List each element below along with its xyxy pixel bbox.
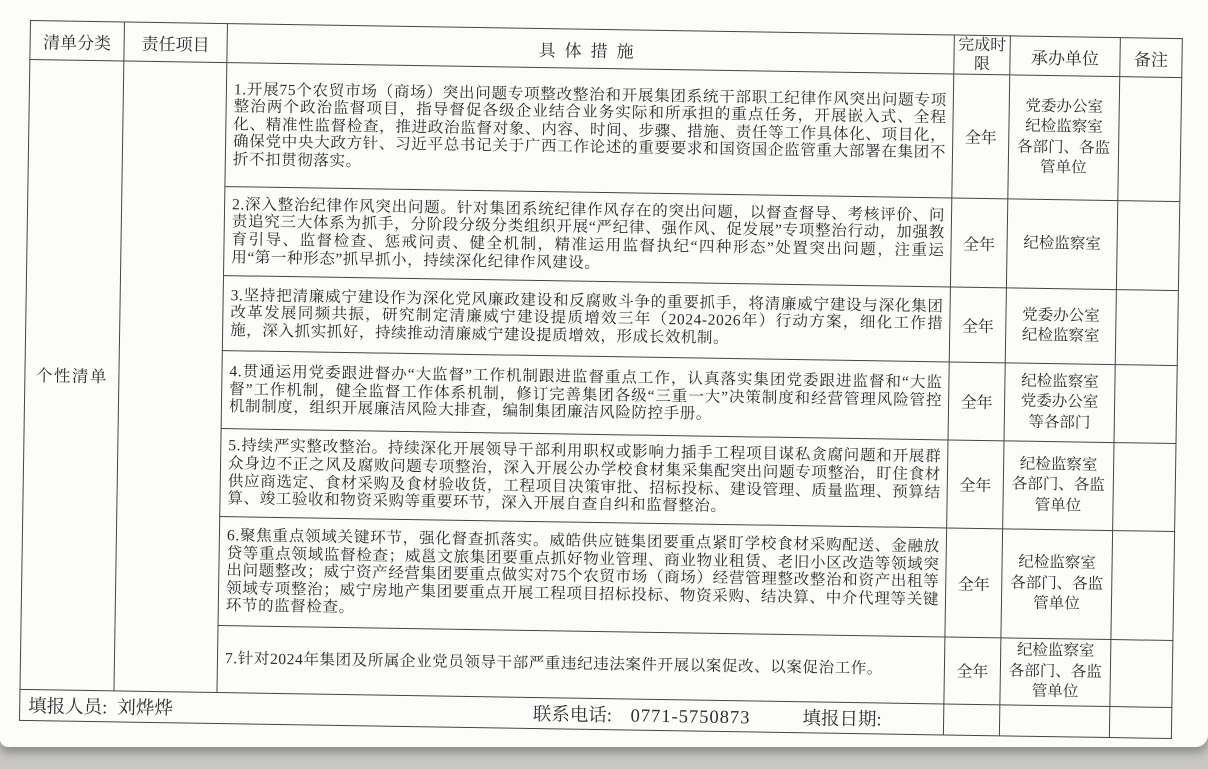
unit-value: 党委办公室 纪检监察室 — [1005, 288, 1116, 365]
measures-body — [20, 60, 1182, 708]
measure-text: 6.聚焦重点领域关键环节，强化督查抓落实。威皓供应链集团要重点紧盯学校食材采购配送、金融放贷等重点领域监督检查；威邕文旅集团要重点抓好物业管理、商业物业租赁、老旧小区改造等领域突出问题整改；威宁资产经营集团要重点做实对75个农贸市场（商场）经营管理整改整治和资产出租等领域专项整治；威宁房地产集团要重点开展工程项目招标投标、物资采购、结决算、中介代理等关键环节的监督检查。 — [218, 517, 947, 637]
measure-text: 1.开展75个农贸市场（商场）突出问题专项整改整治和开展集团系统干部职工纪律作风突出问题专项整治两个政治监督项目，指导督促各级企业结合业务实际和所承担的重点任务，开展嵌入式、全程化、精准性监督检查，推进政治监督对象、内容、时间、步骤、措施、责任等工作具体化、项目化，确保党中央大政方针、习近平总书记关于广西工作论述的重要要求和国资国企监管重大部署在集团不折不扣贯彻落实。 — [225, 63, 954, 198]
reporter-name: 刘烨烨 — [117, 697, 174, 719]
category-cell: 个性清单 — [20, 60, 124, 691]
deadline-value: 全年 — [952, 74, 1010, 199]
header-deadline: 完成时限 — [954, 35, 1011, 75]
footer-deadline-cell — [943, 703, 999, 735]
deadline-value: 全年 — [949, 287, 1006, 363]
deadline-value: 全年 — [947, 440, 1004, 529]
phone-group — [533, 699, 751, 728]
measure-text: 7.针对2024年集团及所属企业党员领导干部严重违纪违法案件开展以案促改、以案促治工作。 — [217, 626, 945, 704]
header-measures: 具体措施 — [227, 24, 955, 74]
remark-value — [1113, 443, 1176, 532]
remark-value — [1118, 77, 1182, 202]
reporter-label: 填报人员: — [28, 696, 108, 718]
deadline-value: 全年 — [948, 362, 1005, 441]
unit-value: 纪检监察室 各部门、各监管单位 — [1000, 638, 1111, 706]
unit-value: 党委办公室 纪检监察室 各部门、各监管单位 — [1008, 75, 1120, 201]
remark-value — [1110, 640, 1173, 707]
deadline-value: 全年 — [944, 637, 1001, 704]
deadline-value: 全年 — [945, 528, 1003, 638]
date-group — [802, 704, 882, 731]
header-category: 清单分类 — [30, 21, 125, 61]
measure-row-1 — [28, 60, 1182, 202]
header-remark: 备注 — [1120, 38, 1183, 78]
project-cell — [114, 61, 227, 692]
remark-value — [1115, 290, 1178, 366]
phone-number: 0771-5750873 — [630, 706, 751, 728]
header-project: 责任项目 — [124, 22, 228, 63]
remark-value — [1116, 201, 1179, 291]
measure-text: 4.贯通运用党委跟进督办“大监督”工作机制跟进监督重点工作，认真落实集团党委跟进监督和“大监督”工作机制，健全监督工作体系机制，修订完善集团各级“三重一大”决策制度和经营管理风险管控机制制度，组织开展廉洁风险大排查，编制集团廉洁风险防控手册。 — [221, 351, 949, 440]
unit-value: 纪检监察室 各部门、各监管单位 — [1003, 441, 1114, 531]
measure-text: 2.深入整治纪律作风突出问题。针对集团系统纪律作风存在的突出问题，以督查督导、考核评价、问责追究三大体系为抓手，分阶段分级分类组织开展“严纪律、强作风、促发展”专项整治行动，加强教育引导、监督检查、惩戒问责、健全机制，精准运用监督执纪“四种形态”处置突出问题，注重运用“第一种形态”抓早抓小，持续深化纪律作风建设。 — [224, 187, 952, 287]
inspection-measures-table-wrap — [19, 20, 1182, 739]
remark-value — [1111, 531, 1175, 641]
phone-label: 联系电话: — [532, 704, 613, 726]
remark-value — [1114, 365, 1177, 444]
measure-text: 5.持续严实整改整治。持续深化开展领导干部利用职权或影响力插手工程项目谋私贪腐问题和开展群众身边不正之风及腐败问题专项整治，深入开展公办学校食材集采集配突出问题专项整治，盯住食材供应商选定、食材采购及食材验收货，工程项目决策审批、招标投标、建设管理、质量监理、预算结算、竣工验收和物资采购等重要环节，深入开展自查自纠和监督整治。 — [220, 429, 948, 528]
measure-text: 3.坚持把清廉威宁建设作为深化党风廉政建设和反腐败斗争的重要抓手，将清廉威宁建设与深化集团改革发展同频共振，研究制定清廉威宁建设提质增效三年（2024-2026年）行动方案，细化工作措施，深入抓实抓好，持续推动清廉威宁建设提质增效，形成长效机制。 — [222, 276, 950, 362]
footer-remark-cell — [1109, 706, 1171, 738]
unit-value: 纪检监察室 — [1006, 199, 1117, 290]
deadline-value: 全年 — [950, 198, 1007, 288]
header-unit: 承办单位 — [1010, 36, 1121, 77]
unit-value: 纪检监察室 各部门、各监管单位 — [1001, 529, 1113, 640]
measures-table — [19, 20, 1183, 739]
date-label: 填报日期: — [802, 708, 882, 730]
unit-value: 纪检监察室 党委办公室 等各部门 — [1004, 363, 1115, 443]
footer-unit-cell — [999, 704, 1109, 737]
